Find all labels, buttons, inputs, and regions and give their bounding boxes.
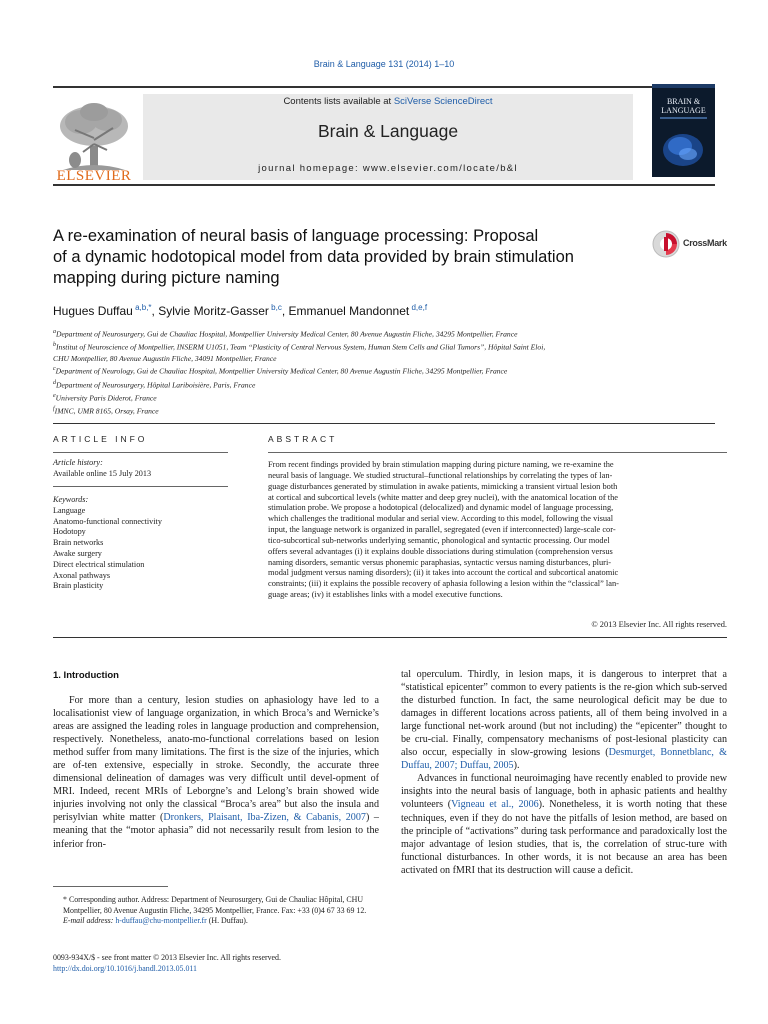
paragraph-text: ).	[513, 760, 520, 772]
body-paragraph	[53, 694, 379, 851]
affiliation-item	[53, 327, 713, 340]
citation-link[interactable]: Vigneau et al., 2006	[451, 799, 539, 811]
citation-link[interactable]: Dronkers, Plaisant, Iba-Zizen, & Cabanis, 2007	[163, 812, 366, 824]
affiliation-marker: e	[53, 393, 56, 400]
author-affiliation-marker[interactable]: a,b,*	[135, 303, 152, 312]
body-paragraph	[401, 772, 727, 876]
copyright-notice: © 2013 Elsevier Inc. All rights reserved.	[591, 620, 727, 629]
author-name[interactable]: Hugues Duffau	[53, 304, 133, 318]
issn-block	[53, 953, 379, 974]
affiliation-list	[53, 327, 713, 418]
author-name[interactable]: Emmanuel Mandonnet	[288, 304, 410, 318]
affiliation-marker: b	[53, 342, 56, 349]
journal-homepage-line	[143, 163, 633, 174]
doi-link[interactable]: http://dx.doi.org/10.1016/j.bandl.2013.05.011	[53, 963, 198, 973]
body-column-right	[401, 668, 727, 877]
affiliation-marker: d	[53, 379, 56, 386]
keyword-item[interactable]: Brain networks	[53, 538, 104, 548]
article-history-value: Available online 15 July 2013	[53, 468, 152, 478]
section-divider-top	[53, 423, 715, 424]
homepage-url-link[interactable]: www.elsevier.com/locate/b&l	[362, 163, 518, 174]
crossmark-label[interactable]: CrossMark	[683, 238, 727, 248]
contents-available-line	[143, 96, 633, 107]
keywords-label: Keywords:	[53, 495, 89, 504]
keyword-item[interactable]: Anatomo-functional connectivity	[53, 516, 162, 526]
elsevier-logo-wordmark[interactable]: ELSEVIER	[56, 168, 132, 184]
keywords-rule	[53, 486, 228, 487]
author-name[interactable]: Sylvie Moritz-Gasser	[158, 304, 269, 318]
article-title-line: A re-examination of neural basis of language processing: Proposal	[53, 227, 539, 245]
affiliation-text: University Paris Diderot, France	[55, 393, 157, 403]
affiliation-text: Department of Neurosurgery, Gui de Chauliac Hospital, Montpellier University Medical Center, 80 Avenue Augustin Fliche, 34295 Montpellier, France	[56, 329, 518, 339]
affiliation-item	[53, 378, 713, 391]
paragraph-text: ). Nonetheless, it is worth noting that these techniques, even if they do not have the pitfalls of lesion method, are based on the principle of “activations” during task performance and paradoxically lost the major advantage of lesion studies, that is, the correlation of struc-ture with functional disturbances. In other words, it is not because an area has been activated on fMRI that its destruction will cause a deficit.	[401, 799, 727, 876]
affiliation-text: Department of Neurology, Gui de Chauliac Hospital, Montpellier University Medical Center, 80 Avenue Augustin Fliche, 34295 Montpellier, France	[55, 366, 508, 376]
keyword-item[interactable]: Language	[53, 505, 86, 515]
footnote-rule	[53, 886, 168, 887]
masthead-center-panel	[143, 94, 633, 180]
affiliation-text: IMNC, UMR 8165, Orsay, France	[54, 406, 159, 416]
affiliation-text: CHU Montpellier, 80 Avenue Augustin Fliche, 34091 Montpellier, France	[53, 353, 277, 363]
author-list: Hugues Duffau $^{a,b,*}$, Sylvie Moritz-Gasser $^{b,c}$, Emmanuel Mandonnet $^{d,e,f}$	[53, 303, 428, 318]
email-link[interactable]: h-duffau@chu-montpellier.fr	[115, 916, 207, 926]
journal-cover-thumbnail[interactable]	[652, 84, 715, 177]
footnote	[53, 895, 379, 927]
keyword-item[interactable]: Awake surgery	[53, 548, 102, 558]
abstract-line: modal judgment versus naming disorders); (ii) it takes into account the cortical and subcortical anatomic	[268, 568, 619, 578]
sciencedirect-link[interactable]: SciVerse ScienceDirect	[393, 96, 493, 107]
section-divider-bottom	[53, 637, 727, 638]
body-paragraph	[401, 668, 727, 772]
citation-link[interactable]: Desmurget, Bonnetblanc, & Duffau, 2007; Duffau, 2005	[401, 747, 727, 772]
abstract-heading: ABSTRACT	[268, 434, 338, 444]
email-label: E-mail address:	[63, 916, 116, 926]
article-title-line: mapping during picture naming	[53, 269, 280, 287]
affiliation-item	[53, 404, 713, 417]
corresponding-author-text: Corresponding author. Address: Department of Neurosurgery, Gui de Chauliac Hôpital, CHU Montpellier, 80 Avenue Augustin Fliche, 34295 Montpellier, France. Fax: +33 (0)4 67 33 69 12.	[63, 895, 367, 915]
abstract-line: naming disorders, semantic versus phonemic paraphasias, syntactic versus naming disturbances, pluri-	[268, 557, 612, 567]
article-history-label: Article history:	[53, 458, 103, 467]
affiliation-text: Institut of Neuroscience of Montpellier, INSERM U1051, Team “Plasticity of Central Nervous System, Human Stem Cells and Glial Tumors”, Hôpital Saint Eloi,	[56, 342, 546, 352]
cover-title-line-2: LANGUAGE	[661, 106, 706, 115]
abstract-line: guage areas; (iv) it establishes links with a model executive functions.	[268, 590, 503, 600]
abstract-line: at cortical and subcortical levels (white matter and deep grey nuclei), with the anatomical location of the	[268, 492, 618, 502]
affiliation-item	[53, 354, 713, 365]
abstract-line: which challenges the traditional modular and serial view. According to this model, following the visual	[268, 514, 614, 524]
introduction-heading: 1. Introduction	[53, 670, 119, 681]
affiliation-text: Department of Neurosurgery, Hôpital Lariboisière, Paris, France	[56, 380, 256, 390]
affiliation-marker: a	[53, 329, 56, 335]
affiliation-item	[53, 364, 713, 377]
abstract-line: input, the language network is organized in parallel, segregated (even if interconnected) large-scale cor-	[268, 525, 616, 535]
issn-line: 0093-934X/$ - see front matter © 2013 Elsevier Inc. All rights reserved.	[53, 953, 281, 962]
abstract-line: offers several advantages (i) it explains double dissociations during stimulation (comprehension versus	[268, 546, 613, 556]
keyword-item[interactable]: Axonal pathways	[53, 570, 111, 580]
contents-prefix: Contents lists available at	[283, 96, 394, 107]
article-title	[53, 226, 653, 289]
abstract-line: neural basis of language. We studied structural–functional relationships by correlating the types of lan-	[268, 470, 613, 480]
paragraph-text: Advances in functional neuroimaging have recently enabled to provide new insights into the neural basis of language, both in aphasic patients and healthy volunteers (	[401, 773, 727, 811]
abstract-line: From recent findings provided by brain stimulation mapping during picture naming, we re-examine the	[268, 460, 614, 469]
footnote-marker: *	[63, 895, 67, 904]
abstract-line: constraints; (iii) it explains the possible recovery of aphasia following a lesion within the “classical” lan-	[268, 579, 619, 589]
abstract-rule	[268, 452, 727, 453]
abstract-line: guage disturbances generated by stimulation in awake patients, mimicking a transient virtual lesion both	[268, 481, 618, 491]
paragraph-text: ) – meaning that the “motor aphasia” did not necessarily result from lesion to the inferior fron-	[53, 812, 379, 850]
article-info-panel	[53, 458, 228, 480]
keyword-item[interactable]: Brain plasticity	[53, 581, 104, 591]
abstract-line: tico-subcortical sub-networks underlying semantic, phonological and syntactic processing. Our model	[268, 535, 610, 545]
affiliation-item	[53, 391, 713, 404]
abstract-line: stimulation probe. We propose a hodotopical (delocalized) and dynamic model of language processing,	[268, 503, 614, 513]
article-title-line: of a dynamic hodotopical model from data provided by brain stimulation	[53, 248, 574, 266]
author-affiliation-marker[interactable]: d,e,f	[411, 303, 428, 312]
affiliation-item	[53, 340, 713, 353]
keyword-item[interactable]: Hodotopy	[53, 527, 86, 537]
cover-title-line-1: BRAIN &	[666, 97, 701, 106]
affiliation-marker: f	[53, 406, 55, 413]
keyword-item[interactable]: Direct electrical stimulation	[53, 559, 145, 569]
paragraph-text: tal operculum. Thirdly, in lesion maps, it is dangerous to interpret that a “statistical epicenter” common to every patients is the re-gion which sub-served the disturbed function. In fact, the same neurological deficit may be due to damages in different locations across patients, all of them being involved in a large functional net-work around (but not including) the “epicenter” thought to be cru-cial. Finally, compensatory mechanisms of post-lesional plasticity can also occur, especially in slow-growing lesions (	[401, 669, 727, 759]
homepage-prefix: journal homepage:	[258, 163, 363, 174]
article-info-heading: ARTICLE INFO	[53, 434, 148, 444]
journal-name: Brain & Language	[317, 121, 459, 141]
masthead-bottom-rule	[53, 184, 715, 186]
corresponding-author-note	[53, 895, 379, 916]
abstract-text	[268, 460, 727, 601]
email-line	[53, 916, 379, 927]
paragraph-text: For more than a century, lesion studies on aphasiology have led to a localisationist view of language organization, in which Broca’s and Wernicke’s areas are assigned the leading roles in language production and comprehension, respectively. Nonetheless, anato-mo-functional correlations based on lesion method suffer from many limitations. The first is the size of the injuries, which are of-ten extensive, especially in stroke. Secondly, the accurate three dimensional delineation of damages was very difficult until devel-opment of MRI. Indeed, recent MRIs of Leborgne’s and Lelong’s brain showed wide injuries involving not only the classical “Broca’s area” but also the insula and perisylvian white matter (	[53, 695, 379, 824]
keywords-panel	[53, 495, 228, 592]
author-affiliation-marker[interactable]: b,c	[271, 303, 282, 312]
affiliation-marker: c	[53, 366, 56, 373]
body-column-left	[53, 694, 379, 851]
email-suffix: (H. Duffau).	[206, 916, 248, 926]
journal-reference-link[interactable]: Brain & Language 131 (2014) 1–10	[313, 59, 455, 69]
crossmark-icon[interactable]	[651, 229, 681, 259]
article-info-rule	[53, 452, 228, 453]
masthead-top-rule	[53, 86, 715, 88]
